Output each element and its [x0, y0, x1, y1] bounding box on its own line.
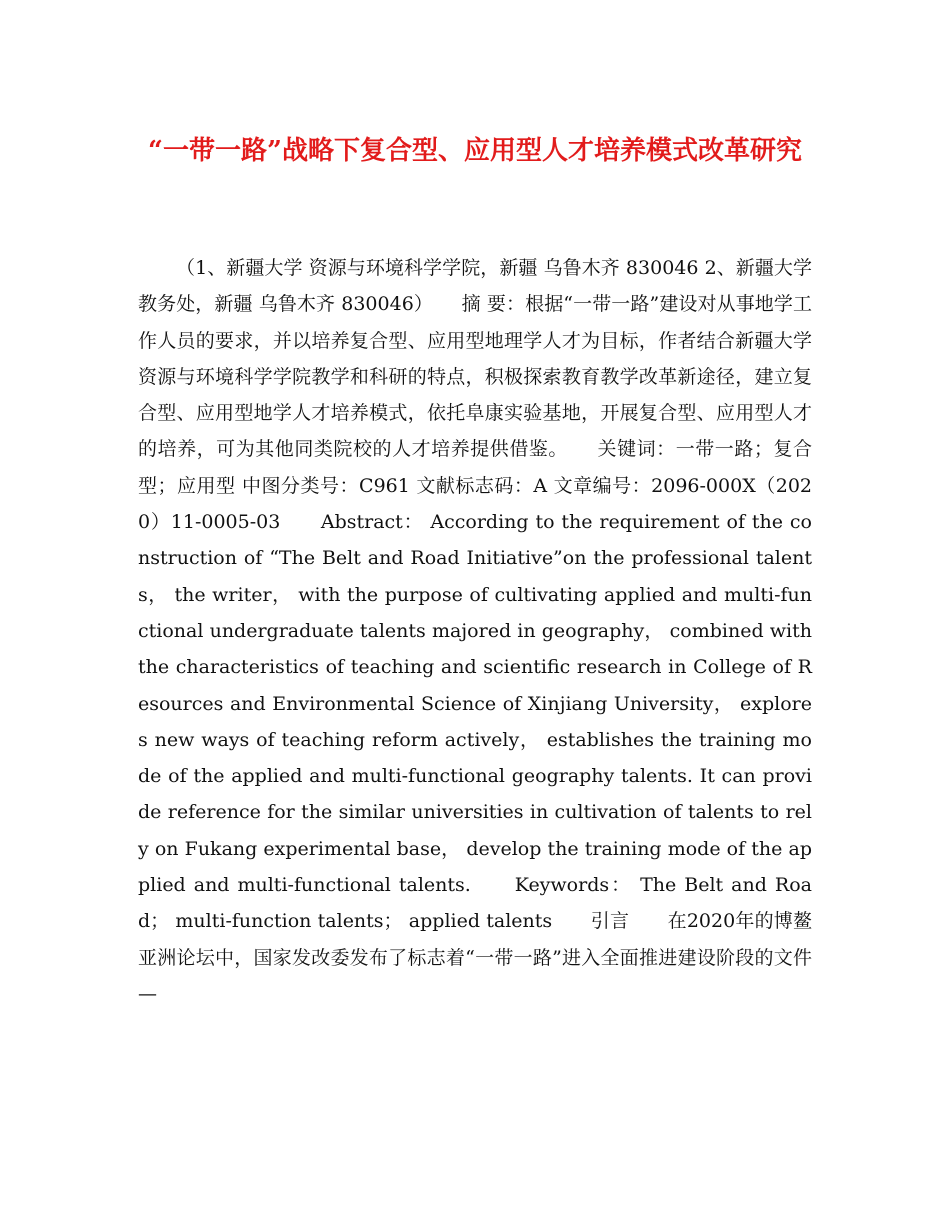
document-title: “一带一路”战略下复合型、应用型人才培养模式改革研究 [148, 136, 802, 166]
document-body-text: （1、新疆大学 资源与环境科学学院，新疆 乌鲁木齐 830046 2、新疆大学 教务处，新疆 乌鲁木齐 830046） 摘 要：根据“一带一路”建设对从事地学工作人员的要求，并以培养复合型、应用型地理学人才为目标，作者结合新疆大学资源与环境科学学院教学和科研的特点，积极探索教育教学改革新途径，建立复合型、应用型地学人才培养模式，依托阜康实验基地，开展复合型、应用型人才的培养，可为其他同类院校的人才培养提供借鉴。 关键词：一带一路；复合型；应用型 中图分类号：C961 文献标志码：A 文章编号：2096-000X（2020）11-0005-03 Abstract： According to the requirement of the construction of “The Belt and Road Initiative”on the professional talents， the writer， with the purpose of cultivating applied and multi-functional undergraduate talents majored in geography， combined with the characteristics of teaching and scientific research in College of Resources and Environmental Science of Xinjiang University， explores new ways of teaching reform actively， establishes the training mode of the applied and multi-functional geography talents. It can provide reference for the similar universities in cultivation of talents to rely on Fukang experimental base， develop the training mode of the applied and multi-functional talents. Keywords： The Belt and Road； multi-function talents； applied talents 引言 在2020年的博鳌亚洲论坛中，国家发改委发布了标志着“一带一路”进入全面推进建设阶段的文件— [138, 257, 812, 1005]
